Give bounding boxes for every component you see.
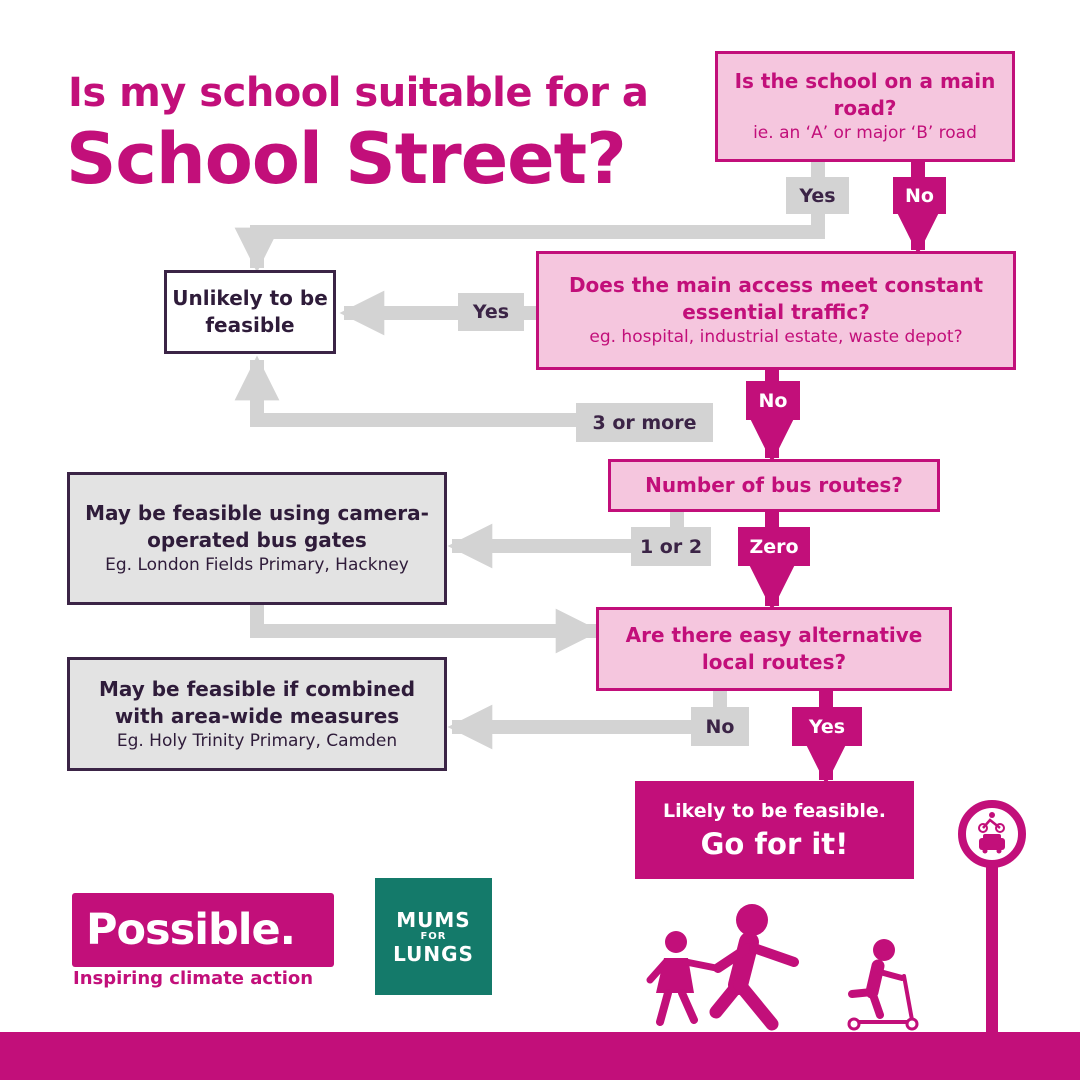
label-q4-yes: Yes	[792, 707, 862, 746]
mums-logo-line2: FOR	[420, 930, 447, 942]
possible-logo-name: Possible.	[86, 905, 296, 955]
label-q2-yes: Yes	[458, 293, 524, 331]
outcome-bus-gates-title: May be feasible using camera-operated bus gates	[85, 501, 429, 552]
possible-tagline: Inspiring climate action	[73, 968, 314, 989]
outcome-likely-line1: Likely to be feasible.	[662, 800, 886, 822]
outcome-likely-line2: Go for it!	[700, 827, 849, 861]
no-motor-vehicles-sign-icon	[962, 804, 1022, 1036]
label-q4-no: No	[691, 707, 749, 746]
mums-logo-line3: LUNGS	[393, 941, 474, 966]
outcome-bus-gates-example: Eg. London Fields Primary, Hackney	[105, 555, 409, 575]
label-q3-zero: Zero	[738, 527, 810, 566]
title-line-1: Is my school suitable for a	[68, 70, 649, 116]
question-alternative-routes: Are there easy alternative local routes?	[625, 623, 923, 674]
title-line-2: School Street?	[66, 118, 626, 200]
question-main-road-note: ie. an ‘A’ or major ‘B’ road	[753, 123, 977, 143]
question-bus-routes: Number of bus routes?	[645, 473, 903, 497]
outcome-unlikely: Unlikely to be feasible	[172, 286, 328, 337]
child-on-scooter-icon	[849, 939, 917, 1029]
label-q2-no: No	[746, 381, 800, 420]
label-q1-yes: Yes	[786, 177, 849, 214]
question-essential-traffic: Does the main access meet constant essential traffic?	[568, 273, 984, 324]
question-main-road: Is the school on a main road?	[734, 69, 996, 120]
bottom-bar	[0, 1032, 1080, 1080]
question-essential-traffic-note: eg. hospital, industrial estate, waste depot?	[589, 327, 963, 347]
label-q3-one-or-two: 1 or 2	[631, 527, 711, 566]
label-q3-three-or-more: 3 or more	[576, 403, 713, 442]
mums-logo-line1: MUMS	[396, 907, 471, 932]
outcome-area-wide-example: Eg. Holy Trinity Primary, Camden	[116, 730, 398, 751]
label-q1-no: No	[893, 177, 946, 214]
outcome-area-wide-title: May be feasible if combined with area-wide measures	[98, 676, 416, 728]
walking-family-icon	[650, 904, 917, 1029]
